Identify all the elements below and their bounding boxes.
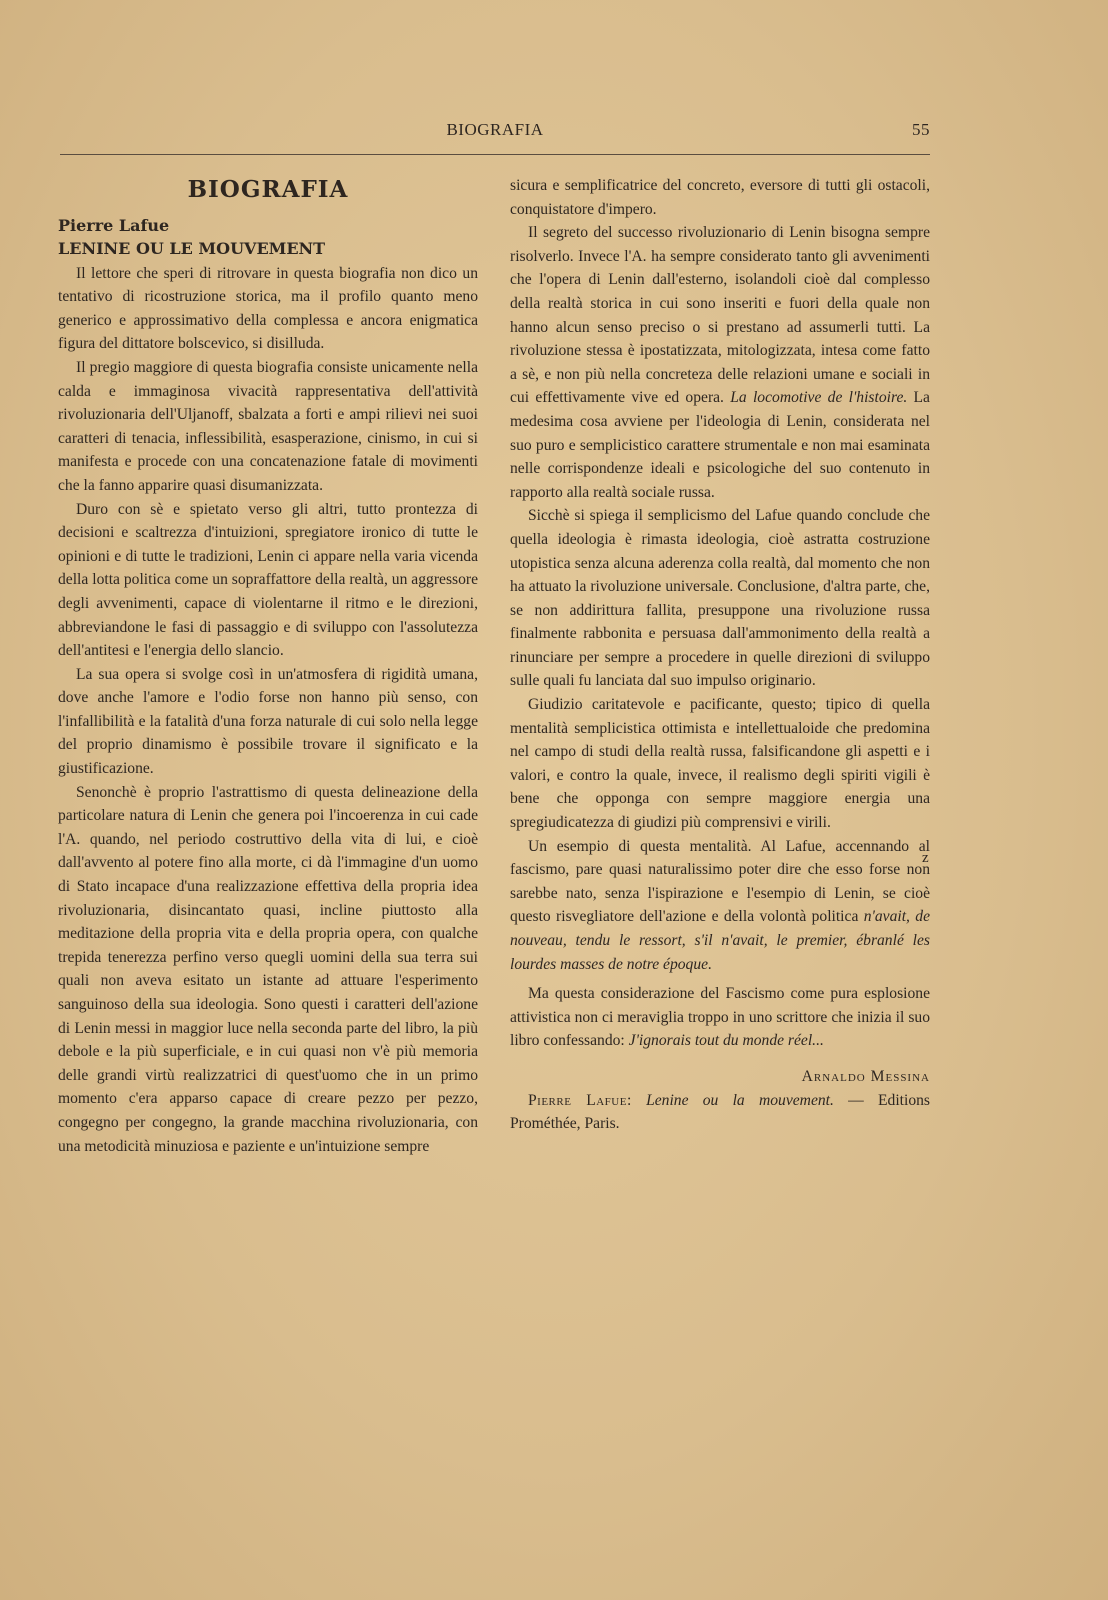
paragraph-text: Un esempio di questa mentalità. Al Lafue, accennando al fascismo, pare quasi naturalissimo poter dire che esso forse non sarebbe nato, senza l'ispirazione e l'esempio di Lenin, se cioè questo risvegliatore dell'azione e della volontà politica bbox=[510, 837, 930, 926]
book-title: LENINE OU LE MOUVEMENT bbox=[58, 238, 326, 258]
running-title: BIOGRAFIA bbox=[446, 120, 544, 139]
left-column bbox=[58, 174, 478, 1158]
paragraph: sicura e semplificatrice del concreto, eversore di tutti gli ostacoli, conquistatore d'impero. bbox=[510, 177, 930, 218]
stray-mark: z bbox=[922, 850, 929, 866]
paragraph-text: Ma questa considerazione del Fascismo come pura esplosione attivistica non ci meraviglia troppo in uno scrittore che inizia il suo libro confessando: bbox=[510, 985, 930, 1050]
biblio-author: Pierre Lafue: bbox=[528, 1091, 632, 1109]
review-signature: Arnaldo Messina bbox=[801, 1067, 930, 1085]
right-column bbox=[510, 174, 930, 1136]
paragraph bbox=[510, 835, 930, 977]
running-head bbox=[60, 120, 930, 142]
french-quote: n'avait, de nouveau, tendu le ressort, s'il n'avait, le premier, ébranlé les lourdes masses de notre époque. bbox=[510, 908, 930, 973]
paragraph: La sua opera si svolge così in un'atmosfera di rigidità umana, dove anche l'amore e l'odio forse non hanno più senso, con l'infallibilità e la fatalità d'una forza naturale di cui solo nella legge del proprio dinamismo è possibile trovare il significato e la giustificazione. bbox=[58, 665, 478, 778]
paragraph bbox=[510, 221, 930, 504]
paragraph-text: La medesima cosa avviene per l'ideologia di Lenin, considerata nel suo puro e semplicistico carattere strumentale e non mai esaminata nelle corrispondenze ideali e psicologiche del suo contenuto in rapporto alla realtà sociale russa. bbox=[510, 389, 930, 501]
bibliography bbox=[510, 1089, 930, 1136]
paragraph bbox=[510, 982, 930, 1053]
section-title: BIOGRAFIA bbox=[187, 176, 349, 203]
paragraph: Il lettore che speri di ritrovare in questa biografia non dico un tentativo di ricostruzione storica, ma il profilo quanto meno generico e approssimativo della complessa e ancora enigmatica figura del dittatore bolscevico, si disilluda. bbox=[58, 264, 478, 353]
book-author: Pierre Lafue bbox=[58, 215, 170, 235]
page-number: 55 bbox=[912, 120, 930, 139]
biblio-title: Lenine ou la mouvement. bbox=[646, 1091, 834, 1109]
italic-phrase: La locomotive de l'histoire. bbox=[730, 389, 908, 407]
biblio-publisher: — Editions Prométhée, Paris. bbox=[510, 1091, 931, 1133]
paragraph: Sicchè si spiega il semplicismo del Lafue quando conclude che quella ideologia è rimasta ideologia, cioè astratta costruzione utopistica senza alcuna aderenza colla realtà, dal momento che non ha attuato la rivoluzione universale. Conclusione, d'altra parte, che, se non addirittura fallita, presuppone una rivoluzione russa finalmente rabbonita e persuasa dall'ammonimento della realtà a rinunciare per sempre a procedere in quelle direzioni di sviluppo sulle quali fu lanciata dal suo impulso originario. bbox=[510, 507, 930, 690]
paragraph: Il pregio maggiore di questa biografia consiste unicamente nella calda e immaginosa vivacità rappresentativa dell'attività rivoluzionaria dell'Uljanoff, sbalzata a forti e ampi rilievi nei suoi caratteri di tenacia, inflessibilità, esasperazione, cinismo, in cui si manifesta e procede con una concatenazione fatale di movimenti che la fanno apparire quasi disumanizzata. bbox=[58, 358, 478, 494]
header-rule bbox=[60, 154, 930, 155]
paragraph: Senonchè è proprio l'astrattismo di questa delineazione della particolare natura di Lenin che genera poi l'incoerenza in cui cade l'A. quando, nel periodo costruttivo della vita di lui, e cioè dall'avvento al potere fino alla morte, ci dà l'immagine d'un uomo di Stato incapace d'una realizzazione effettiva della propria idea rivoluzionaria, disincantato quasi, incline piuttosto alla meditazione della propria vita e della propria opera, con qualche trepida tenerezza perfino verso quegli uomini della sua terra sui quali non aveva esitato un istante ad attuare l'esperimento sanguinoso della sua ideologia. Sono questi i caratteri dell'azione di Lenin messi in maggior luce nella seconda parte del libro, la più debole e la più superficiale, e in cui quasi non v'è più memoria delle grandi virtù realizzatrici di quest'uomo che in un primo momento c'era apparso capace di creare pezzo per pezzo, congegno per congegno, la grande macchina rivoluzionaria, con una metodicità minuziosa e paziente e un'intuizione sempre bbox=[58, 783, 478, 1155]
french-quote: J'ignorais tout du monde réel... bbox=[628, 1032, 824, 1050]
paragraph: Giudizio caritatevole e pacificante, questo; tipico di quella mentalità semplicistica ottimista e intellettualoide che predomina nel campo di studi della realtà russa, falsificandone gli aspetti e i valori, e contro la quale, invece, il realismo degli spiriti vigili è bene che opponga con sempre maggiore energia una spregiudicatezza di giudizi più comprensivi e virili. bbox=[510, 696, 930, 832]
paragraph: Duro con sè e spietato verso gli altri, tutto prontezza di decisioni e scaltrezza d'intuizioni, spregiatore ironico di tutte le opinioni e di tutte le tradizioni, Lenin ci appare nella varia vicenda della lotta politica come un sopraffattore della realtà, un aggressore degli avvenimenti, capace di violentarne il ritmo e le direzioni, abbreviandone le fasi di passaggio e di sviluppo con l'assolutezza dell'antitesi e l'energia dello slancio. bbox=[58, 500, 478, 660]
paragraph-text: Il segreto del successo rivoluzionario di Lenin bisogna sempre risolverlo. Invece l'A. ha sempre considerato tanto gli avvenimenti che l'opera di Lenin dall'esterno, isolandoli cioè dal complesso della realtà storica in cui sono inseriti e fuori della quale non hanno alcun senso preciso o si prestano ad assumerli tutti. La rivoluzione stessa è ipostatizzata, mitologizzata, intesa come fatto a sè, e non più nella concreteza delle relazioni umane e sociali in cui effettivamente vive ed opera. bbox=[510, 224, 930, 407]
